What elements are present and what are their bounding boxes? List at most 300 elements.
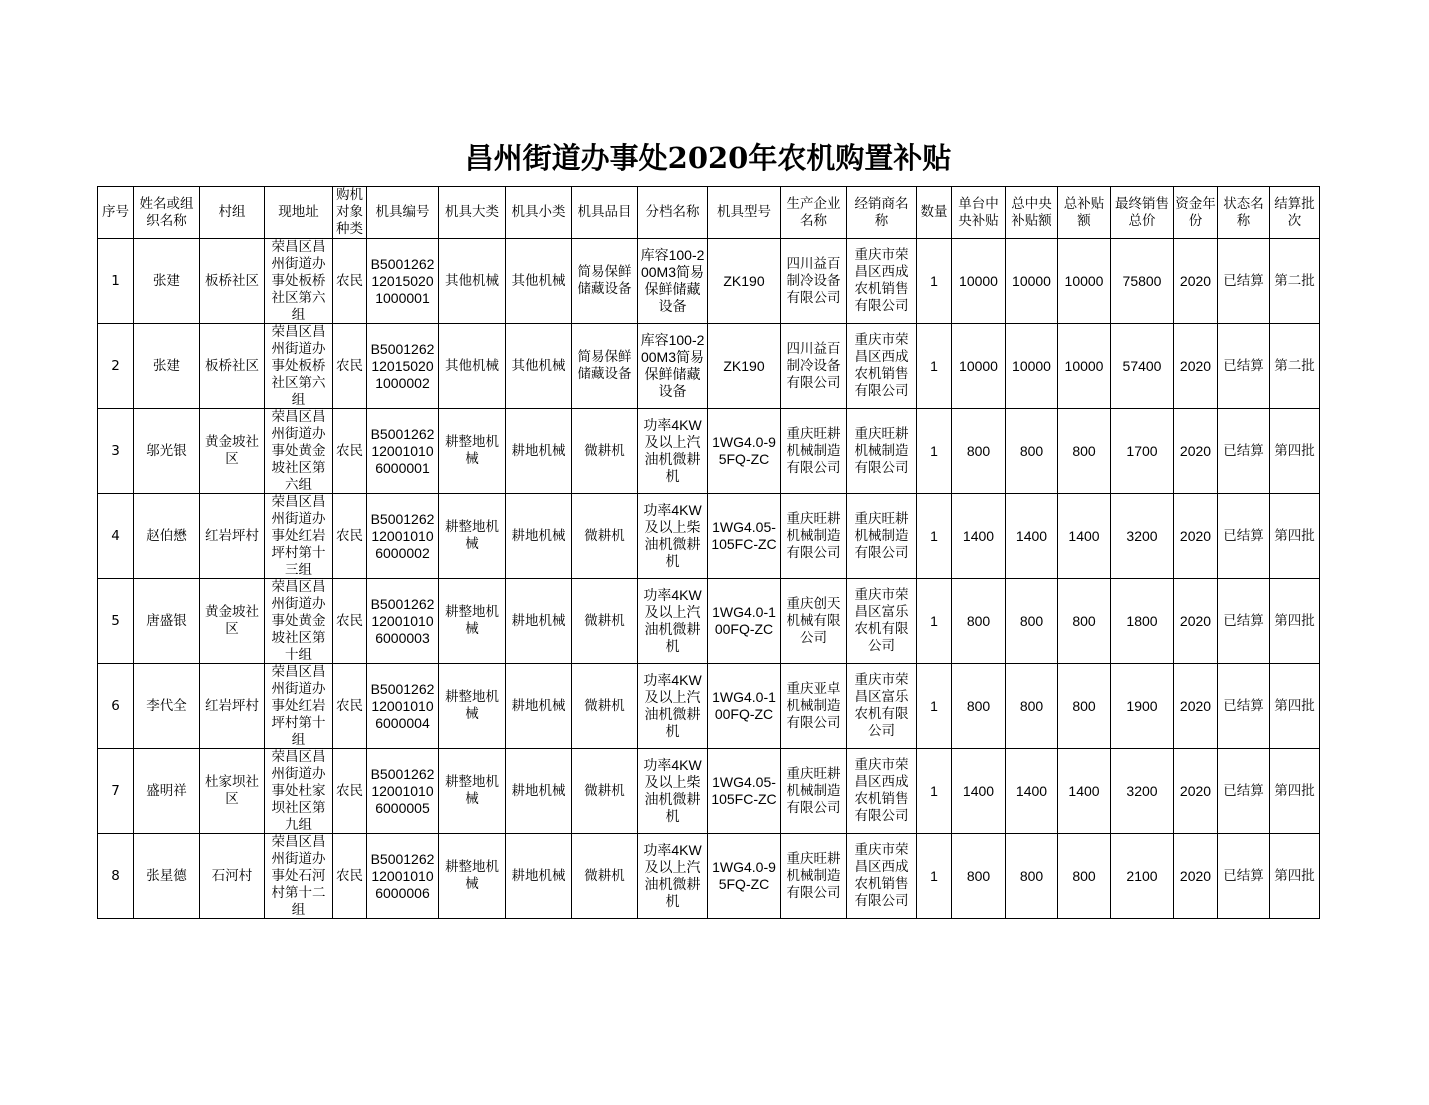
cell-text: 重庆市荣昌区西成农机销售有限公司 [854, 247, 909, 314]
cell-unit-subsidy [952, 749, 1006, 834]
cell-text: 2020 [1179, 867, 1212, 884]
cell-text: 盛明祥 [146, 782, 187, 799]
cell-text: 10000 [1012, 272, 1051, 289]
column-header-total-central-subsidy: 总中央补贴额 [1006, 187, 1058, 239]
cell-category [439, 664, 506, 749]
cell-status [1218, 409, 1270, 494]
cell-text: 1WG4.0-95FQ-ZC [712, 859, 776, 892]
cell-manufacturer [781, 494, 847, 579]
column-header-model: 机具型号 [708, 187, 781, 239]
cell-total-central-subsidy [1006, 494, 1058, 579]
cell-village [200, 579, 265, 664]
cell-text: 四川益百制冷设备有限公司 [786, 255, 841, 306]
cell-total-subsidy [1058, 664, 1111, 749]
cell-buyer-type [333, 239, 367, 324]
cell-buyer-type [333, 749, 367, 834]
cell-fund-year [1174, 494, 1218, 579]
cell-text: 10000 [1012, 357, 1051, 374]
cell-name [134, 409, 200, 494]
cell-subcategory [506, 579, 572, 664]
cell-text: 黄金坡社区 [205, 604, 259, 637]
cell-text: 第四批 [1274, 442, 1315, 459]
cell-total-subsidy [1058, 409, 1111, 494]
column-header-item: 机具品目 [572, 187, 638, 239]
column-header-quantity: 数量 [917, 187, 952, 239]
cell-final-price [1111, 749, 1174, 834]
cell-quantity [917, 579, 952, 664]
cell-machine-id [367, 409, 439, 494]
cell-fund-year [1174, 324, 1218, 409]
cell-text: 1400 [1015, 527, 1048, 544]
cell-dealer [847, 409, 917, 494]
cell-text: 57400 [1122, 357, 1162, 374]
table-row [98, 324, 1320, 409]
cell-name [134, 749, 200, 834]
cell-text: 唐盛银 [146, 612, 187, 629]
table-row [98, 579, 1320, 664]
cell-text: 800 [1072, 697, 1096, 714]
cell-quantity [917, 749, 952, 834]
cell-text: 耕地机械 [511, 697, 566, 714]
cell-text: 1WG4.05-105FC-ZC [711, 519, 777, 552]
cell-quantity [917, 324, 952, 409]
column-header-batch: 结算批次 [1270, 187, 1320, 239]
cell-name [134, 664, 200, 749]
cell-text: 已结算 [1223, 357, 1264, 374]
cell-fund-year [1174, 409, 1218, 494]
cell-subcategory [506, 664, 572, 749]
cell-text: 农民 [336, 527, 363, 544]
cell-text: 8 [111, 867, 120, 884]
cell-text: 800 [1019, 697, 1044, 714]
cell-category [439, 239, 506, 324]
cell-text: 2 [111, 357, 120, 374]
cell-text: 微耕机 [584, 782, 625, 799]
cell-quantity [917, 409, 952, 494]
cell-text: 其他机械 [445, 272, 499, 289]
cell-text: 农民 [336, 612, 363, 629]
cell-text: 1 [930, 272, 938, 289]
cell-text: B5001262120150201000001 [370, 255, 435, 306]
cell-unit-subsidy [952, 494, 1006, 579]
cell-text: 荣昌区昌州街道办事处红岩坪村第十组 [271, 664, 326, 748]
cell-dealer [847, 749, 917, 834]
cell-text: 已结算 [1223, 782, 1264, 799]
cell-unit-subsidy [952, 834, 1006, 919]
cell-text: 重庆创天机械有限公司 [786, 595, 841, 646]
cell-unit-subsidy [952, 664, 1006, 749]
cell-text: 1400 [1015, 782, 1048, 799]
cell-text: 重庆旺耕机械制造有限公司 [786, 510, 841, 561]
cell-batch [1270, 579, 1320, 664]
cell-grade [638, 239, 708, 324]
cell-text: 板桥社区 [205, 357, 259, 374]
cell-machine-id [367, 749, 439, 834]
cell-text: 2020 [1179, 442, 1212, 459]
cell-text: 1 [930, 867, 938, 884]
cell-text: 第四批 [1274, 527, 1315, 544]
cell-text: 重庆亚卓机械制造有限公司 [786, 680, 841, 731]
cell-text: 微耕机 [584, 867, 625, 884]
cell-text: 功率4KW及以上汽油机微耕机 [643, 587, 702, 654]
cell-seq [98, 409, 134, 494]
cell-text: 1WG4.0-95FQ-ZC [712, 434, 776, 467]
cell-dealer [847, 494, 917, 579]
cell-text: 1 [930, 442, 938, 459]
cell-seq [98, 834, 134, 919]
cell-manufacturer [781, 324, 847, 409]
cell-buyer-type [333, 579, 367, 664]
cell-text: 3200 [1126, 782, 1158, 799]
cell-text: 荣昌区昌州街道办事处黄金坡社区第六组 [271, 409, 326, 493]
cell-total-central-subsidy [1006, 324, 1058, 409]
cell-item [572, 749, 638, 834]
cell-text: 已结算 [1223, 527, 1264, 544]
cell-text: 800 [1019, 612, 1044, 629]
document-title: 昌州街道办事处2020年农机购置补贴 [464, 141, 952, 175]
cell-seq [98, 664, 134, 749]
subsidy-table [97, 186, 1320, 919]
column-header-subcategory: 机具小类 [506, 187, 572, 239]
cell-address [265, 324, 333, 409]
cell-final-price [1111, 324, 1174, 409]
cell-grade [638, 409, 708, 494]
cell-address [265, 409, 333, 494]
cell-dealer [847, 239, 917, 324]
table-header-row [98, 187, 1320, 239]
cell-fund-year [1174, 749, 1218, 834]
cell-total-central-subsidy [1006, 239, 1058, 324]
cell-model [708, 239, 781, 324]
cell-text: 农民 [336, 442, 363, 459]
cell-text: 2020 [1179, 527, 1212, 544]
table-row [98, 239, 1320, 324]
cell-address [265, 494, 333, 579]
cell-batch [1270, 664, 1320, 749]
cell-text: 耕整地机械 [445, 689, 499, 722]
cell-batch [1270, 494, 1320, 579]
cell-text: 耕地机械 [511, 442, 566, 459]
cell-model [708, 324, 781, 409]
cell-text: 75800 [1122, 272, 1162, 289]
cell-village [200, 409, 265, 494]
cell-status [1218, 834, 1270, 919]
cell-name [134, 324, 200, 409]
cell-text: 第四批 [1274, 612, 1315, 629]
cell-text: 1400 [962, 782, 995, 799]
cell-text: 800 [966, 442, 991, 459]
cell-text: 10000 [959, 272, 998, 289]
cell-text: 微耕机 [584, 612, 625, 629]
cell-text: 800 [966, 867, 991, 884]
cell-text: 邬光银 [146, 442, 187, 459]
cell-text: 功率4KW及以上柴油机微耕机 [643, 757, 702, 824]
cell-fund-year [1174, 664, 1218, 749]
cell-model [708, 494, 781, 579]
cell-category [439, 494, 506, 579]
cell-text: 功率4KW及以上汽油机微耕机 [643, 672, 702, 739]
cell-text: 800 [1019, 867, 1044, 884]
cell-address [265, 239, 333, 324]
cell-seq [98, 579, 134, 664]
cell-text: 微耕机 [584, 697, 625, 714]
cell-village [200, 749, 265, 834]
cell-text: 2020 [1179, 272, 1212, 289]
column-header-grade: 分档名称 [638, 187, 708, 239]
column-header-machine-id: 机具编号 [367, 187, 439, 239]
cell-text: 石河村 [211, 867, 253, 884]
cell-item [572, 239, 638, 324]
cell-text: 1 [930, 357, 938, 374]
cell-text: 第四批 [1274, 867, 1315, 884]
cell-batch [1270, 324, 1320, 409]
cell-item [572, 579, 638, 664]
cell-text: B5001262120010106000003 [370, 595, 435, 646]
cell-unit-subsidy [952, 579, 1006, 664]
cell-text: B5001262120010106000004 [370, 680, 435, 731]
cell-text: 荣昌区昌州街道办事处红岩坪村第十三组 [271, 494, 326, 578]
cell-village [200, 494, 265, 579]
cell-final-price [1111, 664, 1174, 749]
cell-total-subsidy [1058, 324, 1111, 409]
cell-seq [98, 494, 134, 579]
cell-dealer [847, 834, 917, 919]
column-header-fund-year: 资金年份 [1174, 187, 1218, 239]
cell-village [200, 239, 265, 324]
cell-text: 微耕机 [584, 442, 625, 459]
cell-machine-id [367, 324, 439, 409]
cell-text: 其他机械 [445, 357, 499, 374]
column-header-dealer: 经销商名称 [847, 187, 917, 239]
cell-text: B5001262120010106000001 [370, 425, 435, 476]
cell-category [439, 834, 506, 919]
cell-quantity [917, 664, 952, 749]
cell-batch [1270, 749, 1320, 834]
cell-dealer [847, 579, 917, 664]
cell-text: 功率4KW及以上汽油机微耕机 [643, 842, 702, 909]
cell-subcategory [506, 409, 572, 494]
cell-text: 10000 [1064, 357, 1104, 374]
cell-buyer-type [333, 409, 367, 494]
cell-text: 其他机械 [511, 357, 566, 374]
cell-name [134, 494, 200, 579]
cell-text: 重庆旺耕机械制造有限公司 [854, 510, 909, 561]
cell-text: 荣昌区昌州街道办事处杜家坝社区第九组 [271, 749, 326, 833]
cell-text: 3200 [1126, 527, 1158, 544]
cell-text: 2020 [1179, 782, 1212, 799]
cell-text: 张建 [153, 357, 180, 374]
cell-text: 红岩坪村 [205, 527, 259, 544]
cell-text: 重庆旺耕机械制造有限公司 [786, 850, 841, 901]
table-body [98, 239, 1320, 919]
cell-batch [1270, 409, 1320, 494]
cell-text: 耕整地机械 [445, 604, 499, 637]
cell-unit-subsidy [952, 239, 1006, 324]
cell-unit-subsidy [952, 324, 1006, 409]
cell-manufacturer [781, 239, 847, 324]
column-header-village: 村组 [200, 187, 265, 239]
cell-village [200, 834, 265, 919]
cell-item [572, 494, 638, 579]
cell-text: 功率4KW及以上柴油机微耕机 [643, 502, 702, 569]
cell-dealer [847, 324, 917, 409]
cell-quantity [917, 834, 952, 919]
column-header-category: 机具大类 [439, 187, 506, 239]
cell-text: 已结算 [1223, 612, 1264, 629]
cell-text: 重庆市荣昌区富乐农机有限公司 [854, 587, 909, 654]
cell-text: 1 [111, 272, 120, 289]
cell-text: 1 [930, 527, 938, 544]
cell-text: 农民 [336, 782, 363, 799]
cell-text: 荣昌区昌州街道办事处石河村第十二组 [271, 834, 326, 918]
cell-final-price [1111, 834, 1174, 919]
cell-model [708, 409, 781, 494]
cell-text: 耕地机械 [511, 782, 566, 799]
cell-text: 2020 [1179, 357, 1212, 374]
cell-fund-year [1174, 834, 1218, 919]
column-header-name: 姓名或组织名称 [134, 187, 200, 239]
cell-model [708, 749, 781, 834]
cell-model [708, 664, 781, 749]
cell-text: 重庆市荣昌区西成农机销售有限公司 [854, 842, 909, 909]
cell-text: 四川益百制冷设备有限公司 [786, 340, 841, 391]
cell-text: 农民 [336, 272, 363, 289]
cell-status [1218, 239, 1270, 324]
cell-text: 第二批 [1274, 357, 1315, 374]
cell-text: 耕整地机械 [445, 859, 499, 892]
cell-total-subsidy [1058, 749, 1111, 834]
cell-unit-subsidy [952, 409, 1006, 494]
cell-text: 重庆市荣昌区西成农机销售有限公司 [854, 757, 909, 824]
cell-text: 7 [111, 782, 120, 799]
cell-grade [638, 834, 708, 919]
cell-machine-id [367, 834, 439, 919]
cell-text: 1900 [1126, 697, 1158, 714]
cell-final-price [1111, 579, 1174, 664]
cell-text: 黄金坡社区 [205, 434, 259, 467]
cell-text: 耕整地机械 [445, 774, 499, 807]
cell-text: 简易保鲜储藏设备 [577, 349, 632, 382]
cell-address [265, 834, 333, 919]
cell-buyer-type [333, 494, 367, 579]
cell-total-subsidy [1058, 579, 1111, 664]
cell-text: 已结算 [1223, 697, 1264, 714]
cell-final-price [1111, 409, 1174, 494]
cell-text: 1400 [1068, 527, 1100, 544]
cell-text: 6 [111, 697, 120, 714]
cell-text: 800 [966, 612, 991, 629]
cell-category [439, 749, 506, 834]
cell-subcategory [506, 749, 572, 834]
table-row [98, 409, 1320, 494]
cell-text: 第四批 [1274, 697, 1315, 714]
cell-text: 1WG4.0-100FQ-ZC [712, 689, 776, 722]
cell-text: 1800 [1126, 612, 1158, 629]
cell-text: 重庆市荣昌区富乐农机有限公司 [854, 672, 909, 739]
cell-text: 重庆旺耕机械制造有限公司 [786, 765, 841, 816]
cell-text: 1400 [962, 527, 995, 544]
cell-text: ZK190 [723, 357, 765, 374]
cell-address [265, 664, 333, 749]
cell-text: 第四批 [1274, 782, 1315, 799]
cell-text: 800 [1072, 442, 1096, 459]
cell-text: 2020 [1179, 697, 1212, 714]
cell-text: 重庆市荣昌区西成农机销售有限公司 [854, 332, 909, 399]
cell-text: 800 [1072, 867, 1096, 884]
cell-fund-year [1174, 239, 1218, 324]
column-header-final-price: 最终销售总价 [1111, 187, 1174, 239]
cell-machine-id [367, 494, 439, 579]
cell-text: 1700 [1126, 442, 1158, 459]
cell-status [1218, 494, 1270, 579]
cell-batch [1270, 239, 1320, 324]
cell-text: 耕地机械 [511, 867, 566, 884]
cell-text: 荣昌区昌州街道办事处黄金坡社区第十组 [271, 579, 326, 663]
column-header-unit-subsidy: 单台中央补贴 [952, 187, 1006, 239]
cell-text: 荣昌区昌州街道办事处板桥社区第六组 [271, 324, 326, 408]
cell-total-central-subsidy [1006, 664, 1058, 749]
cell-text: 功率4KW及以上汽油机微耕机 [643, 417, 702, 484]
cell-text: 第二批 [1274, 272, 1315, 289]
cell-text: 重庆旺耕机械制造有限公司 [854, 425, 909, 476]
cell-text: 红岩坪村 [205, 697, 259, 714]
cell-text: 微耕机 [584, 527, 625, 544]
cell-text: 荣昌区昌州街道办事处板桥社区第六组 [271, 239, 326, 323]
cell-total-central-subsidy [1006, 834, 1058, 919]
cell-final-price [1111, 239, 1174, 324]
cell-total-subsidy [1058, 834, 1111, 919]
cell-text: B5001262120150201000002 [370, 340, 435, 391]
cell-text: 2020 [1179, 612, 1212, 629]
column-header-buyer-type: 购机对象种类 [333, 187, 367, 239]
cell-village [200, 664, 265, 749]
cell-text: 耕地机械 [511, 527, 566, 544]
cell-total-central-subsidy [1006, 749, 1058, 834]
cell-text: 张星德 [146, 867, 187, 884]
cell-text: 杜家坝社区 [205, 774, 259, 807]
cell-batch [1270, 834, 1320, 919]
cell-text: 农民 [336, 697, 363, 714]
cell-subcategory [506, 324, 572, 409]
cell-text: 1 [930, 782, 938, 799]
cell-text: 1WG4.05-105FC-ZC [711, 774, 777, 807]
cell-status [1218, 579, 1270, 664]
column-header-total-subsidy: 总补贴额 [1058, 187, 1111, 239]
cell-text: 1400 [1068, 782, 1100, 799]
cell-text: 已结算 [1223, 272, 1264, 289]
cell-text: 10000 [1064, 272, 1104, 289]
column-header-address: 现地址 [265, 187, 333, 239]
cell-text: 1 [930, 697, 938, 714]
cell-name [134, 239, 200, 324]
cell-grade [638, 579, 708, 664]
cell-name [134, 834, 200, 919]
table-row [98, 664, 1320, 749]
cell-manufacturer [781, 834, 847, 919]
cell-text: 张建 [153, 272, 180, 289]
cell-model [708, 834, 781, 919]
cell-buyer-type [333, 664, 367, 749]
cell-grade [638, 324, 708, 409]
cell-seq [98, 239, 134, 324]
cell-manufacturer [781, 579, 847, 664]
cell-total-subsidy [1058, 494, 1111, 579]
cell-text: 800 [1072, 612, 1096, 629]
cell-seq [98, 749, 134, 834]
cell-text: 1 [930, 612, 938, 629]
cell-text: 库容100-200M3简易保鲜储藏设备 [640, 247, 705, 314]
cell-machine-id [367, 239, 439, 324]
